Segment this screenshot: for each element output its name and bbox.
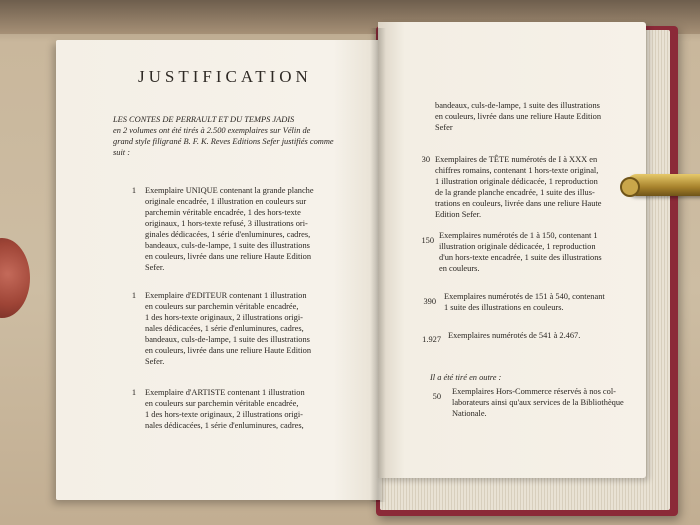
entry-line: Sefer.: [145, 357, 165, 366]
entry-line: de la grande planche encadrée, 1 suite des illus-: [435, 188, 595, 197]
entry-line: Exemplaires de TÊTE numérotés de I à XXX en: [435, 155, 598, 164]
continuation-text: [435, 100, 635, 133]
entry-number: 1: [131, 186, 136, 195]
entry-line: Exemplaires numérotés de 151 à 540, contenant: [444, 292, 605, 301]
entry-line: chiffres romains, contenant 1 hors-texte original,: [435, 166, 599, 175]
entry-text: [444, 291, 636, 313]
entry-number: 1.927: [422, 335, 441, 344]
intro-line: en 2 volumes ont été tirés à 2.500 exemplaires sur Vélin de: [113, 126, 311, 135]
entry-number: 50: [432, 392, 441, 401]
entry-number: 390: [423, 297, 436, 306]
entry-line: en couleurs, livrée dans une reliure Haute Edition: [435, 112, 602, 121]
entry-line: parchemin véritable encadrée, 1 des hors-texte: [145, 208, 301, 217]
intro-line: suit :: [113, 148, 130, 157]
entry-line: en couleurs, livrée dans une reliure Haute Edition: [145, 252, 312, 261]
entry-line: d'un hors-texte encadrée, 1 suite des illustrations: [439, 253, 602, 262]
entry-number: 150: [421, 236, 434, 245]
entry-line: Exemplaires Hors-Commerce réservés à nos col-: [452, 387, 616, 396]
entry-line: laborateurs ainsi qu'aux services de la Bibliothèque: [452, 398, 624, 407]
entry-text: [448, 330, 636, 341]
entry-line: Sefer: [435, 123, 453, 132]
entry-line: originale encadrée, 1 illustration en couleurs sur: [145, 197, 307, 206]
entry-line: trations en couleurs, livrée dans une reliure Haute: [435, 199, 602, 208]
entry-line: Sefer.: [145, 263, 165, 272]
entry-number: 30: [421, 155, 430, 164]
entry-line: Exemplaires numérotés de 541 à 2.467.: [448, 331, 581, 340]
entry-line: 1 des hors-texte originaux, 2 illustrations origi-: [145, 313, 303, 322]
entry-text: [145, 290, 360, 367]
entry-line: bandeaux, culs-de-lampe, 1 suite des illustrations: [145, 335, 310, 344]
page-title: JUSTIFICATION: [138, 67, 312, 86]
entry-line: bandeaux, culs-de-lampe, 1 suite des illustrations: [435, 101, 600, 110]
entry-line: Exemplaire d'ARTISTE contenant 1 illustration: [145, 388, 305, 397]
entry-text: [452, 386, 640, 419]
entry-line: 1 illustration originale dédicacée, 1 reproduction: [435, 177, 598, 186]
entry-line: en couleurs, livrée dans une reliure Haute Edition: [145, 346, 312, 355]
book-gutter: [370, 28, 386, 502]
entry-text: [145, 185, 360, 273]
entry-number: 1: [131, 388, 136, 397]
entry-line: Exemplaire UNIQUE contenant la grande planche: [145, 186, 314, 195]
entry-text: [145, 387, 360, 431]
intro-line: grand style filigrané B. F. K. Reves Editions Sefer justifiés comme: [113, 137, 334, 146]
entry-number: 1: [131, 291, 136, 300]
also-printed: Il a été tiré en outre :: [430, 373, 502, 382]
entry-line: Exemplaire d'EDITEUR contenant 1 illustration: [145, 291, 307, 300]
entry-line: en couleurs.: [439, 264, 480, 273]
entry-line: Nationale.: [452, 409, 487, 418]
entry-text: [435, 154, 635, 220]
entry-line: 1 des hors-texte originaux, 2 illustrations origi-: [145, 410, 303, 419]
entry-line: Edition Sefer.: [435, 210, 482, 219]
entry-line: ginales dédicacées, 1 série d'enluminures, cadres,: [145, 230, 311, 239]
entry-line: en couleurs sur parchemin véritable encadrée,: [145, 399, 299, 408]
entry-line: illustration originale dédicacée, 1 reproduction: [439, 242, 596, 251]
intro-line: LES CONTES DE PERRAULT ET DU TEMPS JADIS: [113, 115, 295, 124]
entry-text: [439, 230, 635, 274]
entry-line: 1 suite des illustrations en couleurs.: [444, 303, 564, 312]
entry-line: nales dédicacées, 1 série d'enluminures, cadres,: [145, 324, 304, 333]
entry-line: en couleurs sur parchemin véritable encadrée,: [145, 302, 299, 311]
entry-line: originaux, 1 hors-texte refusé, 3 illustrations ori-: [145, 219, 308, 228]
entry-line: nales dédicacées, 1 série d'enluminures, cadres,: [145, 421, 304, 430]
entry-line: bandeaux, culs-de-lampe, 1 suite des illustrations: [145, 241, 310, 250]
entry-line: Exemplaires numérotés de 1 à 150, contenant 1: [439, 231, 598, 240]
pen-cap: [620, 177, 640, 197]
